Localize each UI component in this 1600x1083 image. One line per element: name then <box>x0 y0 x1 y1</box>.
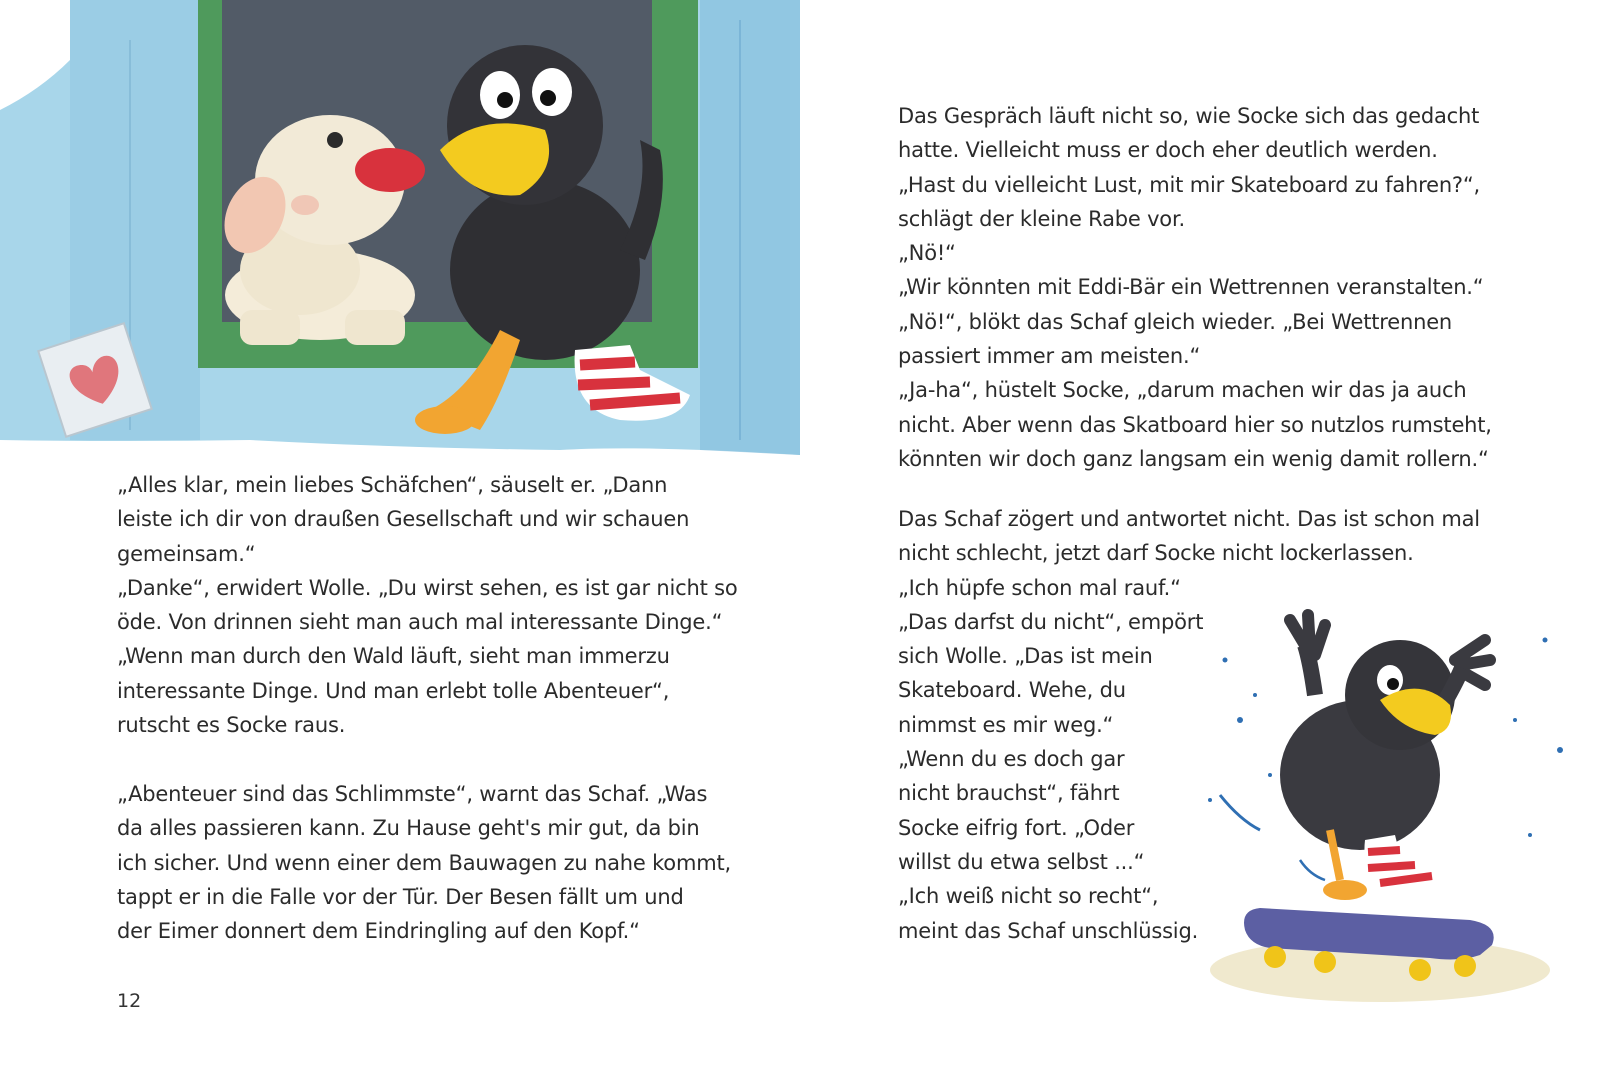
text-line: willst du etwa selbst ...“ <box>898 849 1145 874</box>
text-line: Das Schaf zögert und antwortet nicht. Das ist schon mal <box>898 507 1480 531</box>
text-line: rutscht es Socke raus. <box>117 713 346 738</box>
window-illustration <box>0 0 800 460</box>
text-line: „Danke“, erwidert Wolle. „Du wirst sehen, es ist gar nicht so <box>117 575 738 600</box>
text-line: „Nö!“ <box>898 241 956 266</box>
text-line: „Ich hüpfe schon mal rauf.“ <box>898 575 1181 600</box>
text-line: schlägt der kleine Rabe vor. <box>898 206 1185 231</box>
text-line: „Ja-ha“, hüstelt Socke, „darum machen wir das ja auch <box>898 378 1467 403</box>
text-line: „Abenteuer sind das Schlimmste“, warnt das Schaf. „Was <box>117 782 708 806</box>
text-line: da alles passieren kann. Zu Hause geht's mir gut, da bin <box>117 816 700 841</box>
text-line: der Eimer donnert dem Eindringling auf den Kopf.“ <box>117 919 640 944</box>
text-line: tappt er in die Falle vor der Tür. Der Besen fällt um und <box>117 884 684 909</box>
text-line: gemeinsam.“ <box>117 541 256 566</box>
text-line: ich sicher. Und wenn einer dem Bauwagen zu nahe kommt, <box>117 850 731 875</box>
text-line: Das Gespräch läuft nicht so, wie Socke sich das gedacht <box>898 104 1480 128</box>
left-paragraph-1 <box>117 468 737 742</box>
page-number: 12 <box>117 990 142 1012</box>
raven-jumping <box>1220 615 1490 900</box>
text-line: passiert immer am meisten.“ <box>898 344 1201 369</box>
text-line: öde. Von drinnen sieht man auch mal interessante Dinge.“ <box>117 610 723 635</box>
text-line: „Wenn du es doch gar <box>898 747 1125 772</box>
text-line: Skateboard. Wehe, du <box>898 678 1126 703</box>
text-line: interessante Dinge. Und man erlebt tolle Abenteuer“, <box>117 678 670 703</box>
right-paragraph-1 <box>898 99 1492 476</box>
text-line: „Nö!“, blökt das Schaf gleich wieder. „Bei Wettrennen <box>898 309 1453 334</box>
raven-skateboard-illustration <box>1200 600 1595 1020</box>
text-line: nimmst es mir weg.“ <box>898 712 1114 737</box>
text-line: „Wenn man durch den Wald läuft, sieht man immerzu <box>117 644 670 669</box>
text-line: nicht. Aber wenn das Skatboard hier so nutzlos rumsteht, <box>898 412 1492 437</box>
text-line: hatte. Vielleicht muss er doch eher deutlich werden. <box>898 138 1438 163</box>
text-line: meint das Schaf unschlüssig. <box>898 918 1199 943</box>
text-line: nicht brauchst“, fährt <box>898 781 1120 806</box>
text-line: „Wir könnten mit Eddi-Bär ein Wettrennen veranstalten.“ <box>898 275 1484 300</box>
text-line: leiste ich dir von draußen Gesellschaft und wir schauen <box>117 507 690 532</box>
text-line: könnten wir doch ganz langsam ein wenig damit rollern.“ <box>898 446 1489 471</box>
text-line: sich Wolle. „Das ist mein <box>898 644 1153 669</box>
text-line: Socke eifrig fort. „Oder <box>898 815 1135 840</box>
text-line: „Das darfst du nicht“, empört <box>898 609 1204 634</box>
text-line: nicht schlecht, jetzt darf Socke nicht lockerlassen. <box>898 541 1414 566</box>
left-paragraph-2 <box>117 777 731 948</box>
text-line: „Alles klar, mein liebes Schäfchen“, säuselt er. „Dann <box>117 473 668 497</box>
text-line: „Ich weiß nicht so recht“, <box>898 884 1159 909</box>
right-page <box>800 0 1600 1083</box>
text-line: „Hast du vielleicht Lust, mit mir Skateboard zu fahren?“, <box>898 172 1481 197</box>
